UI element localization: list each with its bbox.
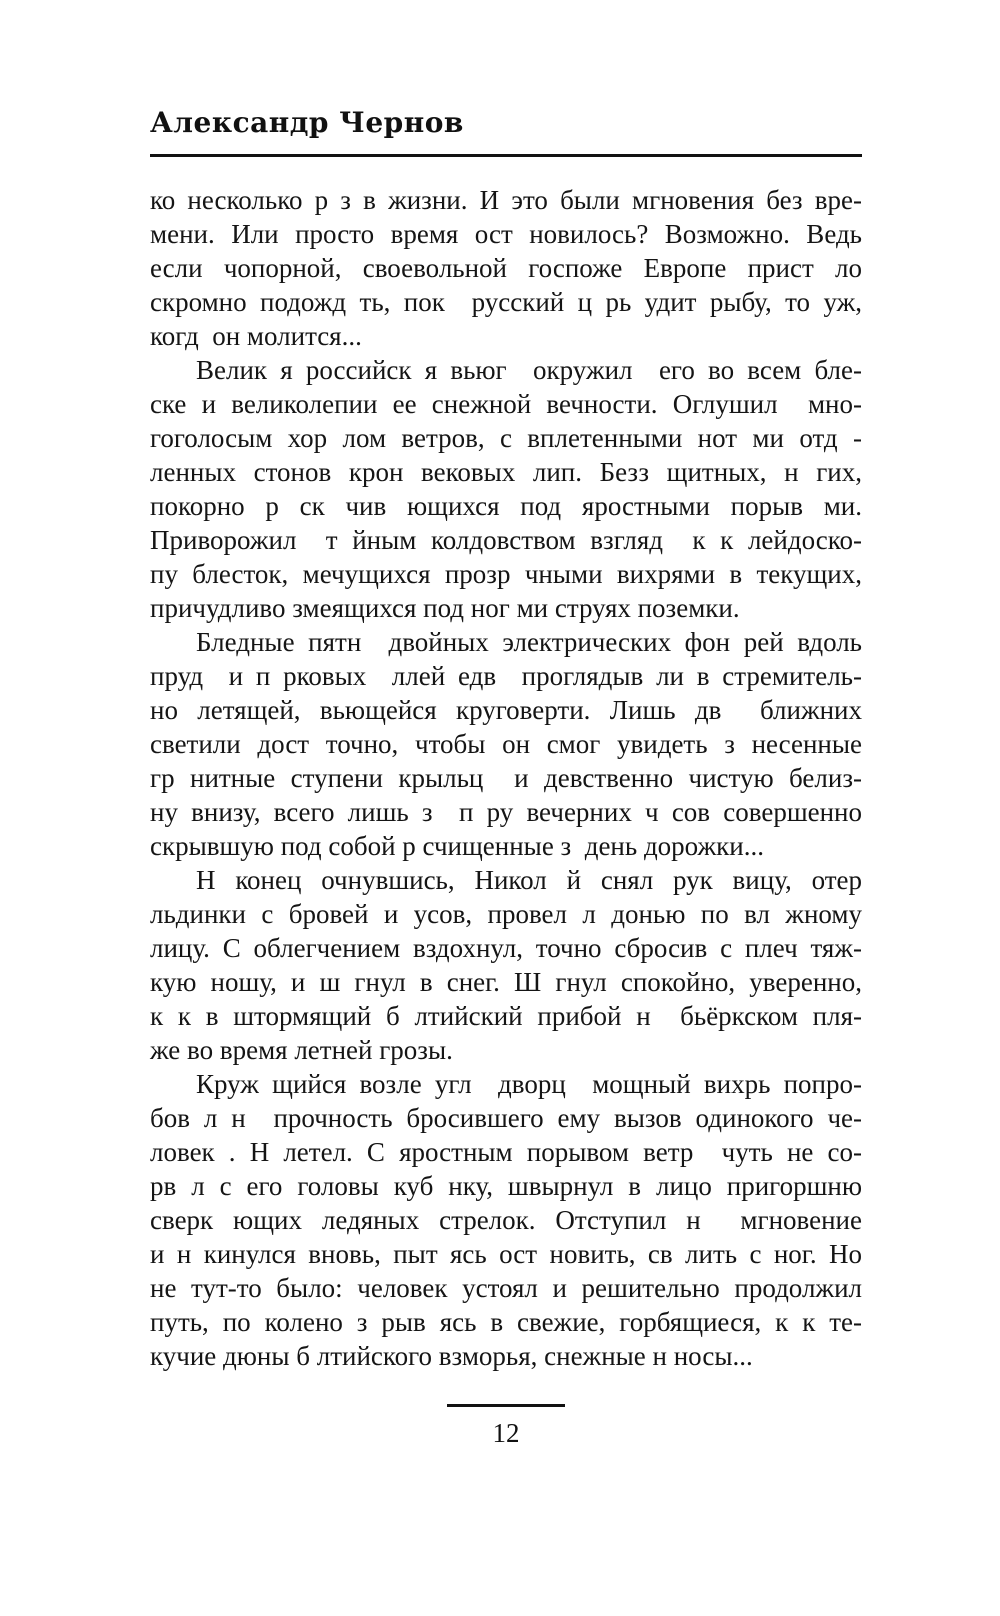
paragraph (150, 863, 862, 1067)
text-line: не тут-то было: человек устоял и решительно продолжил (150, 1273, 862, 1303)
text-line: покорно р ск чив ющихся под яростными порыв ми. (150, 491, 862, 521)
text-line: лицу. С облегчением вздохнул, точно сбросив с плеч тяж- (150, 933, 862, 963)
text-line: кучие дюны б лтийского взморья, снежные н носы... (150, 1341, 753, 1371)
page-footer (150, 1404, 862, 1449)
text-line: ловек . Н летел. С яростным порывом ветр чуть не со- (150, 1137, 862, 1167)
text-line: бов л н прочность бросившего ему вызов одинокого че- (150, 1103, 862, 1133)
text-line: светили дост точно, чтобы он смог увидеть з несенные (150, 729, 862, 759)
text-column (150, 106, 862, 1373)
paragraph (150, 625, 862, 863)
text-line: Круж щийся возле угл дворц мощный вихрь попро- (196, 1069, 862, 1099)
body-text (150, 183, 862, 1373)
text-line: скрывшую под собой р счищенные з день дорожки... (150, 831, 764, 861)
text-line: когд он молится... (150, 321, 362, 351)
text-line: мени. Или просто время ост новилось? Возможно. Ведь (150, 219, 862, 249)
text-line: Н конец очнувшись, Никол й снял рук вицу, отер (196, 865, 862, 895)
text-line: сверк ющих ледяных стрелок. Отступил н мгновение (150, 1205, 862, 1235)
text-line: но летящей, вьющейся круговерти. Лишь дв ближних (150, 695, 862, 725)
text-line: ну внизу, всего лишь з п ру вечерних ч сов совершенно (150, 797, 862, 827)
text-line: ленных стонов крон вековых лип. Безз щитных, н гих, (150, 457, 862, 487)
footer-rule (447, 1404, 565, 1407)
text-line: гоголосым хор лом ветров, с вплетенными нот ми отд - (150, 423, 862, 453)
text-line: кую ношу, и ш гнул в снег. Ш гнул спокойно, уверенно, (150, 967, 862, 997)
text-line: к к в штормящий б лтийский прибой н бьёркском пля- (150, 1001, 862, 1031)
text-line: скромно подожд ть, пок русский ц рь удит рыбу, то уж, (150, 287, 862, 317)
paragraph (150, 353, 862, 625)
text-line: если чопорной, своевольной госпоже Европе прист ло (150, 253, 862, 283)
text-line: гр нитные ступени крыльц и девственно чистую белиз- (150, 763, 862, 793)
page-header-author: Александр Чернов (150, 106, 464, 139)
page-number: 12 (492, 1418, 520, 1448)
text-line: же во время летней грозы. (150, 1035, 453, 1065)
text-line: и н кинулся вновь, пыт ясь ост новить, св лить с ног. Но (150, 1239, 862, 1269)
text-line: рв л с его головы куб нку, швырнул в лицо пригоршню (150, 1171, 862, 1201)
text-line: пу блесток, мечущихся прозр чными вихрями в текущих, (150, 559, 862, 589)
paragraph (150, 183, 862, 353)
text-line: льдинки с бровей и усов, провел л донью по вл жному (150, 899, 862, 929)
paragraph (150, 1067, 862, 1373)
text-line: Велик я российск я вьюг окружил его во всем бле- (196, 355, 862, 385)
text-line: Бледные пятн двойных электрических фон рей вдоль (196, 627, 862, 657)
text-line: Приворожил т йным колдовством взгляд к к лейдоско- (150, 525, 862, 555)
header-rule (150, 154, 862, 157)
text-line: ске и великолепии ее снежной вечности. Оглушил мно- (150, 389, 862, 419)
text-line: ко несколько р з в жизни. И это были мгновения без вре- (150, 185, 862, 215)
text-line: причудливо змеящихся под ног ми струях поземки. (150, 593, 740, 623)
text-line: путь, по колено з рыв ясь в свежие, горбящиеся, к к те- (150, 1307, 862, 1337)
text-line: пруд и п рковых ллей едв проглядыв ли в стремитель- (150, 661, 862, 691)
